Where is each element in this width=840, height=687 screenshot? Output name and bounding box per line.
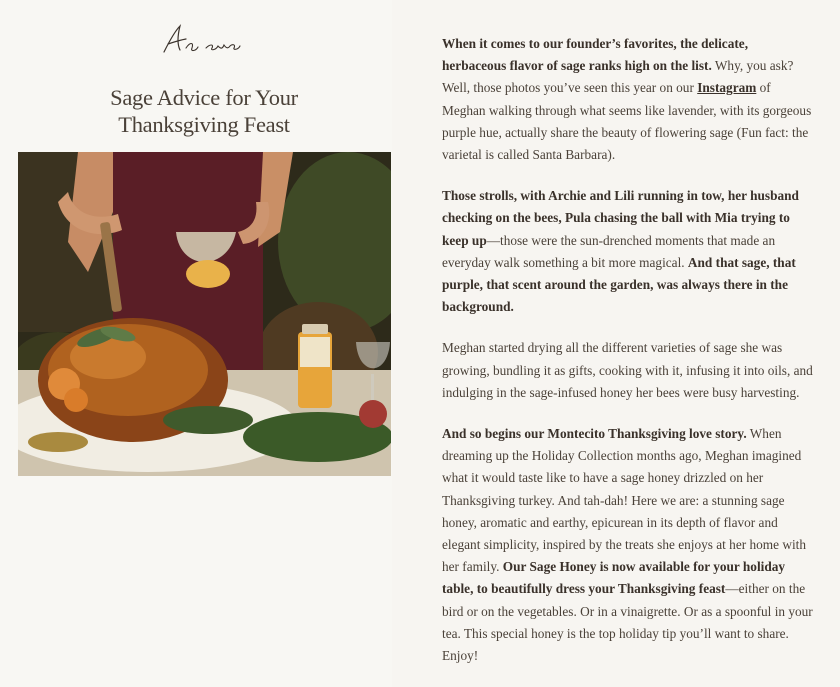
brand-logo[interactable] [150, 18, 260, 62]
title-line-2: Thanksgiving Feast [118, 112, 290, 137]
paragraph-2-close: And that sage, that purple, that scent around the garden, was always there in the background. [442, 254, 796, 315]
script-wordmark-icon [150, 18, 260, 62]
paragraph-3-text: Meghan started drying all the different varieties of sage she was growing, bundling it as gifts, cooking with it, infusing it into oils, and indulging in the sage-infused honey her bees were busy harvesting. [442, 340, 813, 400]
paragraph-4-highlight: Our Sage Honey is now available for your holiday table, to beautifully dress your Thanksgiving feast [442, 559, 786, 597]
paragraph-2-text: —those were the sun-drenched moments that made an everyday walk something a bit more magical. [442, 232, 776, 270]
paragraph-1-lead: When it comes to our founder’s favorites, the delicate, herbaceous flavor of sage ranks high on the list. [442, 36, 749, 74]
paragraph-4 [442, 423, 814, 667]
paragraph-4-text-b: —either on the bird or on the vegetables. Or in a vinaigrette. Or as a spoonful in your tea. This special honey is the top holiday tip you’ll want to share. Enjoy! [442, 581, 813, 664]
instagram-link[interactable]: Instagram [697, 80, 757, 96]
hero-image [18, 152, 391, 476]
paragraph-1-text-b: of Meghan walking through what seems like lavender, with its gorgeous purple hue, actually share the beauty of flowering sage (Fun fact: the varietal is called Santa Barbara). [442, 80, 812, 163]
paragraph-4-lead: And so begins our Montecito Thanksgiving love story. [442, 426, 747, 442]
paragraph-1 [442, 33, 814, 166]
page-title [18, 84, 390, 138]
paragraph-4-text-a: When dreaming up the Holiday Collection months ago, Meghan imagined what it would taste like to have a sage honey drizzled on her Thanksgiving turkey. And tah-dah! Here we are: a stunning sage honey, aromatic and earthy, epicurean in its depth of flavor and elegant simplicity, inspired by the treats she enjoys at her home with her family. [442, 426, 806, 575]
title-line-1: Sage Advice for Your [110, 85, 298, 110]
paragraph-2-lead: Those strolls, with Archie and Lili running in tow, her husband checking on the bees, Pula chasing the ball with Mia trying to keep up [442, 188, 799, 248]
paragraph-3 [442, 337, 814, 404]
article-body [442, 33, 814, 686]
paragraph-1-text-a: Why, you ask? Well, those photos you’ve seen this year on our [442, 58, 794, 96]
paragraph-2 [442, 185, 814, 318]
